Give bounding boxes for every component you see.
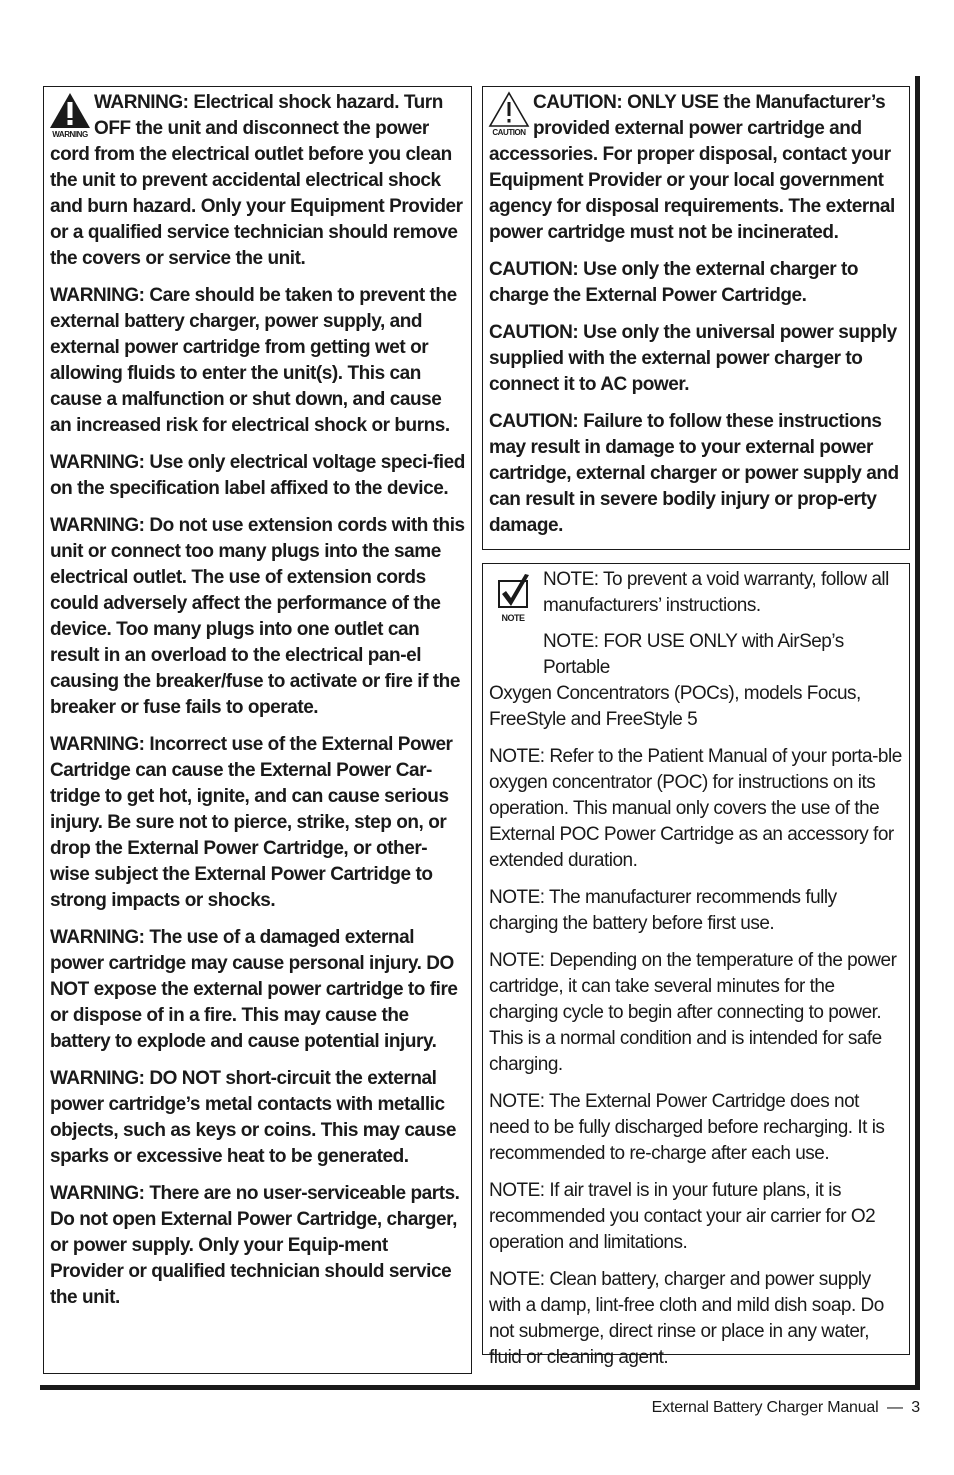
- warning-icon-label: WARNING: [52, 130, 88, 138]
- warning-8-emphasis-1: There are no user-serviceable parts.: [149, 1183, 460, 1204]
- warning-icon: [48, 90, 94, 142]
- caution-paragraph-2: [489, 257, 903, 309]
- warning-text-6: WARNING: The use of a damaged external power cartridge may cause personal injury. DO NOT expose the external power cartridge to fire or dispose of in a fire. This may cause the battery to explode and cause potential injury.: [50, 927, 458, 1052]
- note-text-first: NOTE: To prevent a void warranty, follow all manufacturers’ instructions.: [543, 569, 889, 616]
- note-header-block: [489, 567, 903, 733]
- caution-text-4: CAUTION: Failure to follow these instructions may result in damage to your external power cartridge, external charger or power supply and can result in severe bodily injury or prop-erty damage.: [489, 411, 899, 536]
- note-text-7: NOTE: If air travel is in your future plans, it is recommended you contact your air carrier for O2 operation and limitations.: [489, 1180, 876, 1253]
- note-text-second-lead: NOTE: FOR USE ONLY with AirSep’s Portable: [543, 631, 844, 678]
- cautions-box: [482, 86, 910, 550]
- footer-separator: —: [886, 1399, 903, 1416]
- note-text-4: NOTE: The manufacturer recommends fully charging the battery before first use.: [489, 887, 837, 934]
- note-icon-label: NOTE: [501, 613, 525, 623]
- note-paragraph-3: [489, 744, 903, 874]
- note-text-3: NOTE: Refer to the Patient Manual of your porta-ble oxygen concentrator (POC) for instructions on its operation. This manual only covers the use of the External POC Power Cartridge as an accessory for extended duration.: [489, 746, 902, 871]
- warning-text-1: WARNING: Electrical shock hazard. Turn OFF the unit and disconnect the power cord from the electrical outlet before you clean the unit to prevent accidental electrical shock and burn hazard. Only your Equipment Provider or a qualified service technician should remove the covers or service the unit.: [50, 92, 463, 269]
- caution-paragraph-4: [489, 409, 903, 539]
- warning-text-2: WARNING: Care should be taken to prevent the external battery charger, power supply, and external power cartridge from getting wet or allowing fluids to enter the unit(s). This can cause a malfunction or shut down, and cause an increased risk for electrical shock or burns.: [50, 285, 457, 436]
- note-text-second-rest: Oxygen Concentrators (POCs), models Focus, FreeStyle and FreeStyle 5: [489, 683, 861, 730]
- note-paragraph-7: [489, 1178, 903, 1256]
- warning-paragraph-4: [50, 513, 465, 721]
- frame-bottom-rule: [40, 1385, 920, 1390]
- note-text-5: NOTE: Depending on the temperature of the power cartridge, it can take several minutes for the charging cycle to begin after connecting to power. This is a normal condition and is intended for safe charging.: [489, 950, 897, 1075]
- warnings-box: [43, 86, 472, 1374]
- caution-text-1: CAUTION: ONLY USE the Manufacturer’s provided external power cartridge and accessories. For proper disposal, contact your Equipment Provider or your local government agency for disposal requirements. The external power cartridge must not be incinerated.: [489, 92, 895, 243]
- warning-text-3: WARNING: Use only electrical voltage speci-fied on the specification label affixed to the device.: [50, 452, 465, 499]
- caution-paragraph-3: [489, 320, 903, 398]
- warning-text-5: WARNING: Incorrect use of the External Power Cartridge can cause the External Power Car-tridge to get hot, ignite, and can cause serious injury. Be sure not to pierce, strike, step on, or drop the External Power Cartridge, or other-wise subject the External Power Cartridge to strong impacts or shocks.: [50, 734, 453, 911]
- warning-paragraph-3: [50, 450, 465, 502]
- warning-text-4: WARNING: Do not use extension cords with this unit or connect too many plugs into the same electrical outlet. The use of extension cords could adversely affect the performance of the device. Too many plugs into one outlet can result in an overload to the electrical pan-el causing the breaker/fuse to activate or fire if the breaker or fuse fails to operate.: [50, 515, 465, 718]
- warning-8-emphasis-2: Only your Equip-ment Provider or qualified technician should service the unit.: [50, 1235, 452, 1308]
- warning-8-middle: Do not open External Power Cartridge, charger, or power supply.: [50, 1209, 457, 1256]
- warning-8-prefix: WARNING:: [50, 1183, 150, 1204]
- warning-paragraph-1: [50, 90, 465, 272]
- frame-right-rule: [915, 76, 920, 1390]
- note-paragraph-8: [489, 1267, 903, 1371]
- caution-text-3: CAUTION: Use only the universal power supply supplied with the external power charger to connect it to AC power.: [489, 322, 897, 395]
- note-paragraph-4: [489, 885, 903, 937]
- warning-paragraph-7: [50, 1066, 465, 1170]
- note-text-8: NOTE: Clean battery, charger and power supply with a damp, lint-free cloth and mild dish soap. Do not submerge, direct rinse or place in any water, fluid or cleaning agent.: [489, 1269, 884, 1368]
- caution-icon: [487, 90, 533, 142]
- warning-paragraph-8: [50, 1181, 465, 1311]
- warning-paragraph-2: [50, 283, 465, 439]
- note-text-6: NOTE: The External Power Cartridge does not need to be fully discharged before recharging. It is recommended to re-charge after each use.: [489, 1091, 885, 1164]
- caution-text-2: CAUTION: Use only the external charger to charge the External Power Cartridge.: [489, 259, 859, 306]
- page-footer: [652, 1399, 920, 1417]
- checkmark-note-icon: [489, 567, 543, 623]
- caution-icon-label: CAUTION: [492, 128, 526, 137]
- footer-title: External Battery Charger Manual: [651, 1399, 879, 1416]
- warning-paragraph-6: [50, 925, 465, 1055]
- caution-paragraph-1: [489, 90, 903, 246]
- warning-paragraph-5: [50, 732, 465, 914]
- warning-text-7: WARNING: DO NOT short-circuit the external power cartridge’s metal contacts with metallic objects, such as keys or coins. This may cause sparks or excessive heat to be generated.: [50, 1068, 456, 1167]
- note-paragraph-6: [489, 1089, 903, 1167]
- notes-box: [482, 563, 910, 1368]
- page-number: 3: [911, 1399, 920, 1416]
- note-paragraph-5: [489, 948, 903, 1078]
